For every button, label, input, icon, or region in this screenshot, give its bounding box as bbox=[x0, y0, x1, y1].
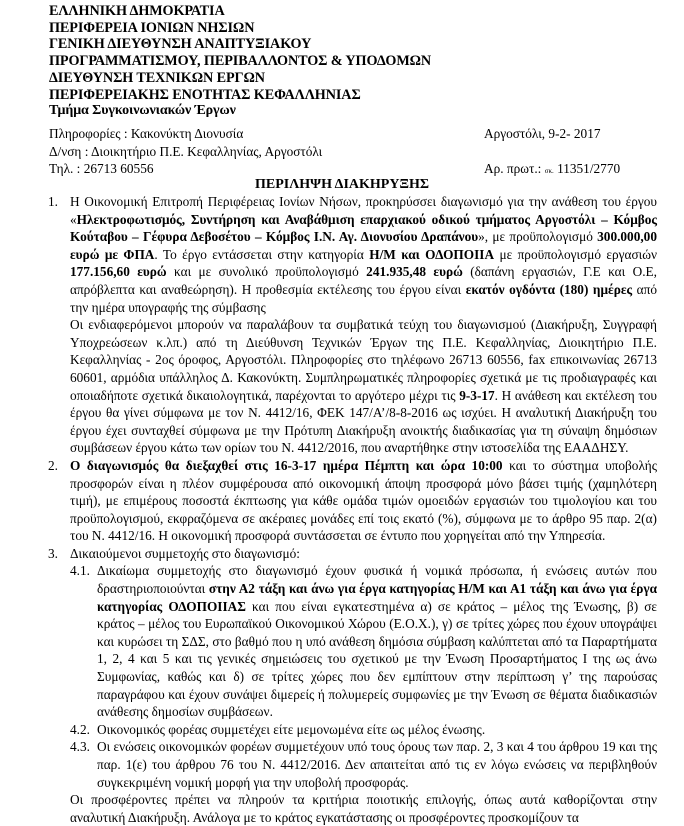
contact-info-block bbox=[49, 125, 657, 178]
header-line-region: ΠΕΡΙΦΕΡΕΙΑ ΙΟΝΙΩΝ ΝΗΣΙΩΝ bbox=[49, 19, 255, 36]
header-line-regional-unit: ΠΕΡΙΦΕΡΕΙΑΚΗΣ ΕΝΟΤΗΤΑΣ ΚΕΦΑΛΛΗΝΙΑΣ bbox=[49, 86, 361, 103]
contact-person: Πληροφορίες : Κακονύκτη Διονυσία bbox=[49, 126, 244, 141]
subsection-4-2-text: Οικονομικός φορέας συμμετέχει είτε μεμονωμένα είτε ως μέλος ένωσης. bbox=[97, 721, 486, 737]
contact-address: Δ/νση : Διοικητήριο Π.Ε. Κεφαλληνίας, Αργοστόλι bbox=[49, 143, 323, 159]
section-3-heading: Δικαιούμενοι συμμετοχής στο διαγωνισμό: bbox=[70, 545, 300, 561]
issuing-authority-header bbox=[49, 3, 431, 120]
section-3 bbox=[0, 545, 657, 563]
subsection-4-1-text: Δικαίωμα συμμετοχής στο διαγωνισμό έχουν φυσικά ή νομικά πρόσωπα, ή ενώσεις αυτών που δραστηριοποιούνται στην Α2 τάξη και άνω για έργα κατηγορίας Η/Μ και Α1 τάξη και άνω για έργα κατηγορίας ΟΔΟΠΟΙΙΑΣ και που είναι εγκατεστημένα α) σε κράτος – μέλος της Ένωσης, β) σε κράτος – μέλος του Ευρωπαϊκού Οικονομικού Χώρου (Ε.Ο.Χ.), γ) σε τρίτες χώρες που έχουν υπογράψει και κυρώσει τη ΣΔΣ, στο βαθμό που η υπό ανάθεση δημόσια σύμβαση καλύπτεται από τα Παραρτήματα 1, 2, 4 και 5 και τις γενικές σημειώσεις του σχετικού με την Ένωση Προσαρτήματος Ι της ως άνω Συμφωνίας, καθώς και δ) σε τρίτες χώρες που δεν εμπίπτουν στην περίπτωση γ’ της παρούσας παραγράφου και έχουν συνάψει διμερείς ή πολυμερείς συμφωνίες με την Ένωση σε θέματα διαδικασιών ανάθεσης δημοσίων συμβάσεων. bbox=[97, 563, 657, 720]
header-line-republic: ΕΛΛΗΝΙΚΗ ΔΗΜΟΚΡΑΤΙΑ bbox=[49, 3, 225, 19]
subsection-4-3 bbox=[0, 738, 657, 791]
document-body bbox=[0, 193, 684, 826]
section-number: 1. bbox=[48, 194, 58, 209]
header-line-department: Τμήμα Συγκοινωνιακών Έργων bbox=[49, 103, 236, 119]
protocol-number: Αρ. πρωτ.: σκ. 11351/2770 bbox=[484, 161, 621, 177]
section-1-paragraph-2: Οι ενδιαφερόμενοι μπορούν να παραλάβουν τα συμβατικά τεύχη του διαγωνισμού (Διακήρυξη, Συγγραφή Υποχρεώσεων κ.λπ.) από τη Διεύθυνση Τεχνικών Έργων της Π.Ε. Κεφαλληνίας, Διοικητήριο Π.Ε. Κεφαλληνίας - 2ος όροφος, Αργοστόλι. Πληροφορίες στο τηλέφωνο 26713 60556, fax επικοινωνίας 26713 60601, αρμόδια υπάλληλος Δ. Κακονύκτη. Συμπληρωματικές πληροφορίες σχετικά με τις προδιαγραφές και οποιαδήποτε σχετικά δικαιολογητικά, παρέχονται το αργότερο μέχρι τις 9-3-17. Η ανάθεση και εκτέλεση του έργου θα γίνει σύμφωνα με τον Ν. 4412/16, ΦΕΚ 147/Α’/8-8-2016 ως ισχύει. Η αναλυτική Διακήρυξη του έργου έχει συνταχθεί σύμφωνα με την Πρότυπη Διακήρυξη ανοικτής διαδικασίας για τη σύναψη δημόσιων συμβάσεων έργου κάτω των ορίων του Ν. 4412/2016, που αναρτήθηκε στην ιστοσελίδα της ΕΑΑΔΗΣΥ. bbox=[70, 317, 657, 456]
subsection-number: 4.1. bbox=[70, 563, 90, 579]
subsection-number: 4.3. bbox=[70, 739, 90, 755]
header-line-programming: ΠΡΟΓΡΑΜΜΑΤΙΣΜΟΥ, ΠΕΡΙΒΑΛΛΟΝΤΟΣ & ΥΠΟΔΟΜΩΝ bbox=[49, 53, 432, 70]
place-date: Αργοστόλι, 9-2- 2017 bbox=[484, 126, 601, 141]
qualification-paragraph: Οι προσφέροντες πρέπει να πληρούν τα κριτήρια ποιοτικής επιλογής, όπως αυτά καθορίζονται στην αναλυτική Διακήρυξη. Ανάλογα με το κράτος εγκατάστασης οι προσφέροντες προσκομίζουν τα bbox=[70, 792, 657, 825]
section-1 bbox=[0, 193, 657, 457]
section-2 bbox=[0, 457, 657, 545]
document-title: ΠΕΡΙΛΗΨΗ ΔΙΑΚΗΡΥΞΗΣ bbox=[255, 177, 429, 192]
contact-phone: Τηλ. : 26713 60556 bbox=[49, 161, 154, 177]
header-line-general-directorate: ΓΕΝΙΚΗ ΔΙΕΥΘΥΝΣΗ ΑΝΑΠΤΥΞΙΑΚΟΥ bbox=[49, 36, 312, 53]
subsection-4-3-text: Οι ενώσεις οικονομικών φορέων συμμετέχουν υπό τους όρους των παρ. 2, 3 και 4 του άρθρου 19 και της παρ. 1(ε) του άρθρου 76 του Ν. 4412/2016. Δεν απαιτείται από τις εν λόγω ενώσεις να περιβληθούν συγκεκριμένη νομική μορφή για την υποβολή προσφοράς. bbox=[97, 739, 657, 790]
header-line-technical-works: ΔΙΕΥΘΥΝΣΗ ΤΕΧΝΙΚΩΝ ΕΡΓΩΝ bbox=[49, 69, 265, 86]
section-number: 2. bbox=[48, 457, 58, 473]
section-number: 3. bbox=[48, 545, 58, 561]
section-1-paragraph-1: Η Οικονομική Επιτροπή Περιφέρειας Ιονίων Νήσων, προκηρύσσει διαγωνισμό για την ανάθεση του έργου «Ηλεκτροφωτισμός, Συντήρηση και Αναβάθμιση επαρχιακού οδικού τμήματος Αργοστόλι – Κόμβος Κούταβου – Γέφυρα Δεβοσέτου – Κόμβος Ι.Ν. Αγ. Διονυσίου Δραπάνου», με προϋπολογισμό 300.000,00 ευρώ με ΦΠΑ. Το έργο εντάσσεται στην κατηγορία Η/Μ και ΟΔΟΠΟΙΙΑ με προϋπολογισμό εργασιών 177.156,60 ευρώ και με συνολικό προϋπολογισμό 241.935,48 ευρώ (δαπάνη εργασιών, Γ.Ε και Ο.Ε, απρόβλεπτα και αναθεώρηση). Η προθεσμία εκτέλεσης του έργου είναι εκατόν ογδόντα (180) ημέρες από την ημέρα υπογραφής της σύμβασης bbox=[70, 194, 657, 315]
section-2-paragraph: Ο διαγωνισμός θα διεξαχθεί στις 16-3-17 ημέρα Πέμπτη και ώρα 10:00 και το σύστημα υποβολής προσφορών είναι η πλέον συμφέρουσα από οικονομική άποψη προσφορά μόνο βάσει τιμής (χαμηλότερη τιμή), με επιμέρους ποσοστά έκπτωσης για κάθε ομάδα τιμών ομοειδών εργασιών του τιμολογίου και του προϋπολογισμού, εκφραζόμενα σε ακέραιες μονάδες επί τοις εκατό (%), σύμφωνα με το άρθρο 95 παρ. 2(α) του Ν. 4412/16. Η οικονομική προσφορά συντάσσεται σε έντυπο που χορηγείται από την Υπηρεσία. bbox=[70, 457, 658, 544]
subsection-4-2 bbox=[0, 721, 657, 739]
subsection-4-1 bbox=[0, 562, 657, 720]
subsection-number: 4.2. bbox=[70, 721, 90, 737]
